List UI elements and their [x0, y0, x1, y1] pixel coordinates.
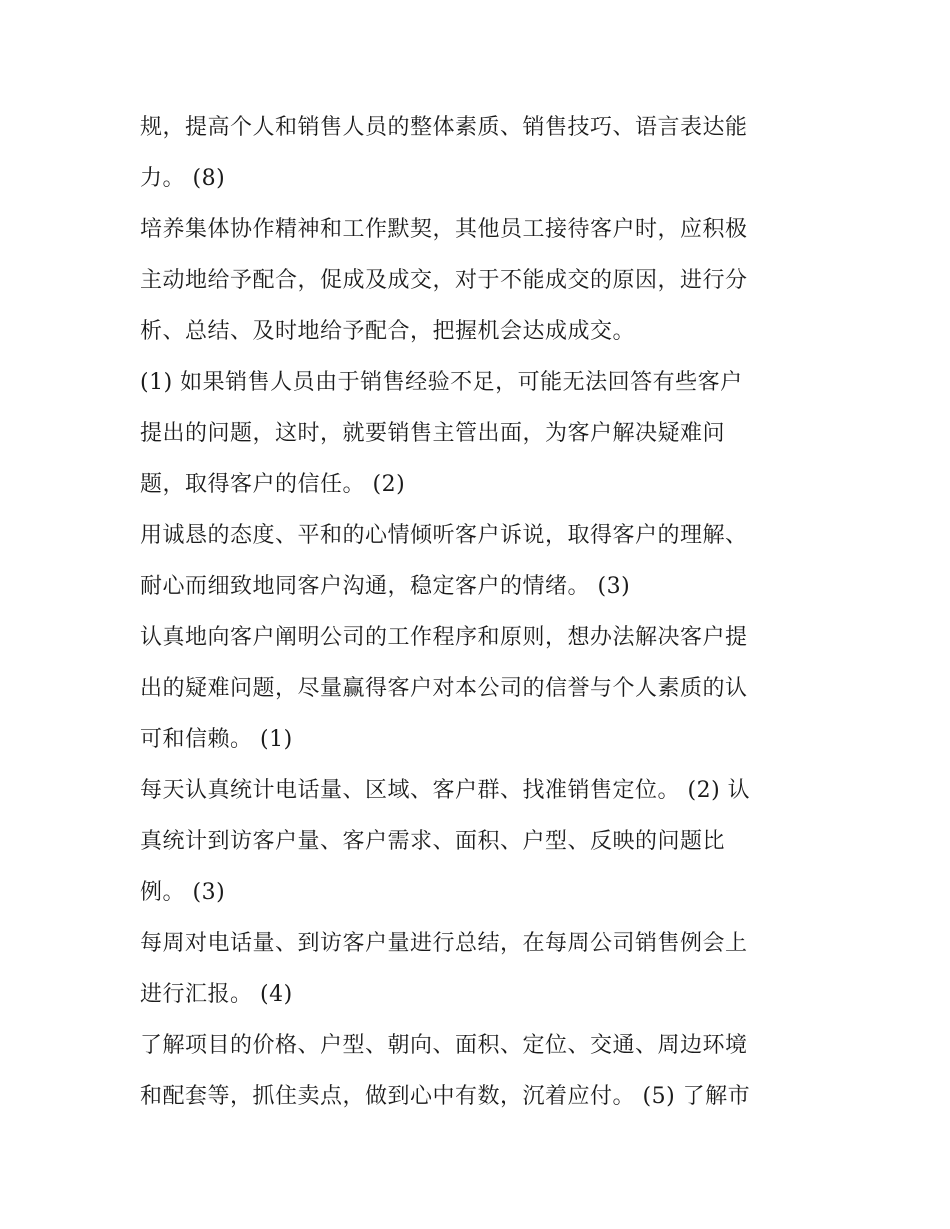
text-line: 主动地给予配合，促成及成交，对于不能成交的原因，进行分 [140, 268, 748, 293]
text-line: 提出的问题，这时，就要销售主管出面，为客户解决疑难问 [140, 421, 726, 446]
text-line: (1) 如果销售人员由于销售经验不足，可能无法回答有些客户 [140, 370, 743, 395]
text-line: 出的疑难问题，尽量赢得客户对本公司的信誉与个人素质的认 [140, 676, 748, 701]
text-line: 题，取得客户的信任。 (2) [140, 472, 406, 497]
text-line: 力。 (8) [140, 166, 226, 191]
text-line: 真统计到访客户量、客户需求、面积、户型、反映的问题比 [140, 829, 726, 854]
text-line: 耐心而细致地同客户沟通，稳定客户的情绪。 (3) [140, 574, 631, 599]
document-body [140, 102, 820, 1122]
text-line: 培养集体协作精神和工作默契，其他员工接待客户时，应积极 [140, 217, 748, 242]
text-line: 认真地向客户阐明公司的工作程序和原则，想办法解决客户提 [140, 625, 748, 650]
text-line: 规，提高个人和销售人员的整体素质、销售技巧、语言表达能 [140, 115, 748, 140]
text-line: 用诚恳的态度、平和的心情倾听客户诉说，取得客户的理解、 [140, 523, 748, 548]
text-line: 每周对电话量、到访客户量进行总结，在每周公司销售例会上 [140, 931, 748, 956]
text-line: 了解项目的价格、户型、朝向、面积、定位、交通、周边环境 [140, 1033, 748, 1058]
text-line: 进行汇报。 (4) [140, 982, 293, 1007]
text-line: 和配套等，抓住卖点，做到心中有数，沉着应付。 (5) 了解市 [140, 1084, 751, 1109]
text-line: 每天认真统计电话量、区域、客户群、找准销售定位。 (2) 认 [140, 778, 751, 803]
text-line: 析、总结、及时地给予配合，把握机会达成成交。 [140, 319, 636, 344]
text-line: 例。 (3) [140, 880, 226, 905]
text-line: 可和信赖。 (1) [140, 727, 293, 752]
